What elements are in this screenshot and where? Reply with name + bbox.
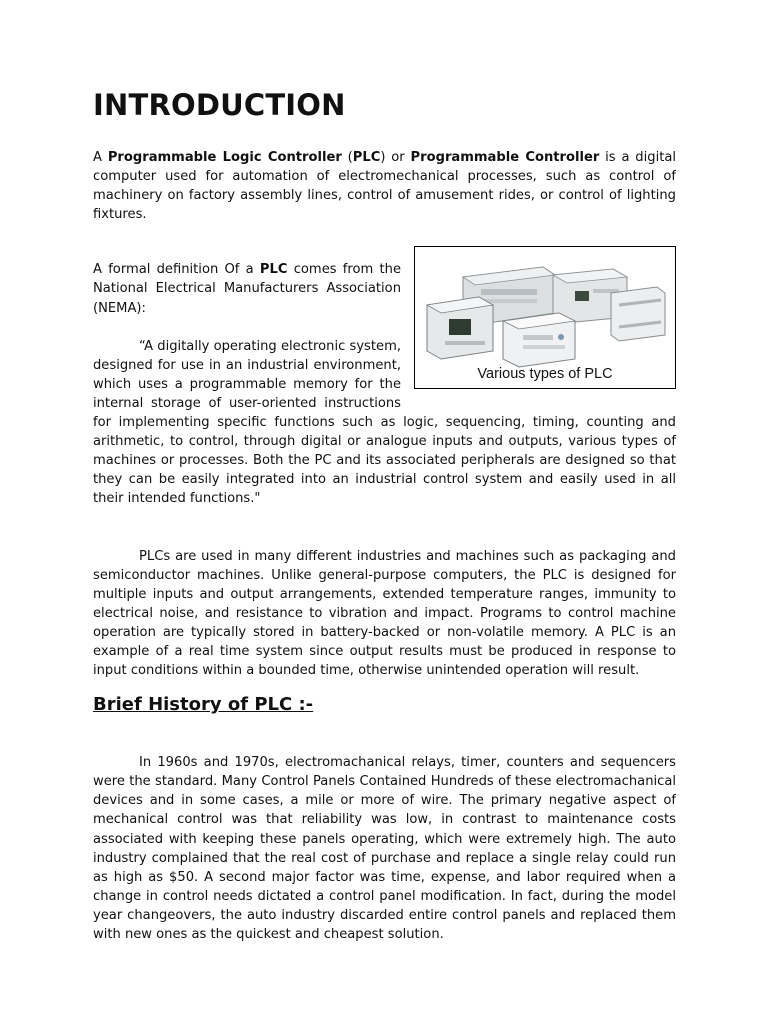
nema-quote-paragraph: “A digitally operating electronic system, designed for use in an industrial environment, which uses a programmable memory for the internal storage of user-oriented instructions for implementing specific functions such as logic, sequencing, timing, counting and arithmetic, to control, through digital or analogue inputs and outputs, various types of machines or processes. Both the PC and its associated peripherals are designed so that they can be easily integrated into an industrial control system and easily used in all their intended functions." <box>93 338 676 507</box>
plc-figure <box>414 246 676 389</box>
definition-text-1: A formal definition Of a <box>93 262 260 278</box>
term-programmable-controller: Programmable Controller <box>410 150 600 165</box>
term-plc: PLC <box>352 150 381 165</box>
intro-text-2: ( <box>341 150 353 165</box>
intro-text-1: A <box>93 150 108 165</box>
intro-text-4: is a digital computer used for automation of electromechanical processes, such as control of machinery on factory assembly lines, control of amusement rides, or control of lighting fixtures. <box>93 150 677 223</box>
plc-usage-paragraph: PLCs are used in many different industries and machines such as packaging and semiconductor machines. Unlike general-purpose computers, the PLC is designed for multiple inputs and output arrangements, extended temperature ranges, immunity to electrical noise, and resistance to vibration and impact. Programs to control machine operation are typically stored in battery-backed or non-volatile memory. A PLC is an example of a real time system since output results must be produced in response to input conditions within a bounded time, otherwise unintended operation will result. <box>93 548 676 679</box>
page-title: INTRODUCTION <box>93 88 346 122</box>
history-heading: Brief History of PLC :- <box>93 694 314 716</box>
history-paragraph: In 1960s and 1970s, electromachanical relays, timer, counters and sequencers were the standard. Many Control Panels Contained Hundreds of these electromachanical devices and in some cases, a mile or more of wire. The primary negative aspect of mechanical control was that reliability was low, in contrast to maintenance costs associated with keeping these panels operating, which were extremely high. The auto industry complained that the real cost of purchase and replace a single relay could run as high as $50. A second major factor was time, expense, and labor required when a change in control needs dictated a control panel modification. In fact, during the model year changeovers, the auto industry discarded entire control panels and replaced them with new ones as the quickest and cheapest solution. <box>93 755 676 942</box>
figure-caption: Various types of PLC <box>477 366 613 383</box>
term-programmable-logic-controller: Programmable Logic Controller <box>107 150 342 165</box>
intro-paragraph <box>93 148 676 224</box>
intro-text-3: ) or <box>380 150 411 165</box>
document-body <box>93 88 676 944</box>
term-plc-definition: PLC <box>259 262 288 278</box>
definition-section <box>93 260 676 508</box>
definition-text-2: comes from the National Electrical Manufacturers Association (NEMA): <box>93 262 402 316</box>
